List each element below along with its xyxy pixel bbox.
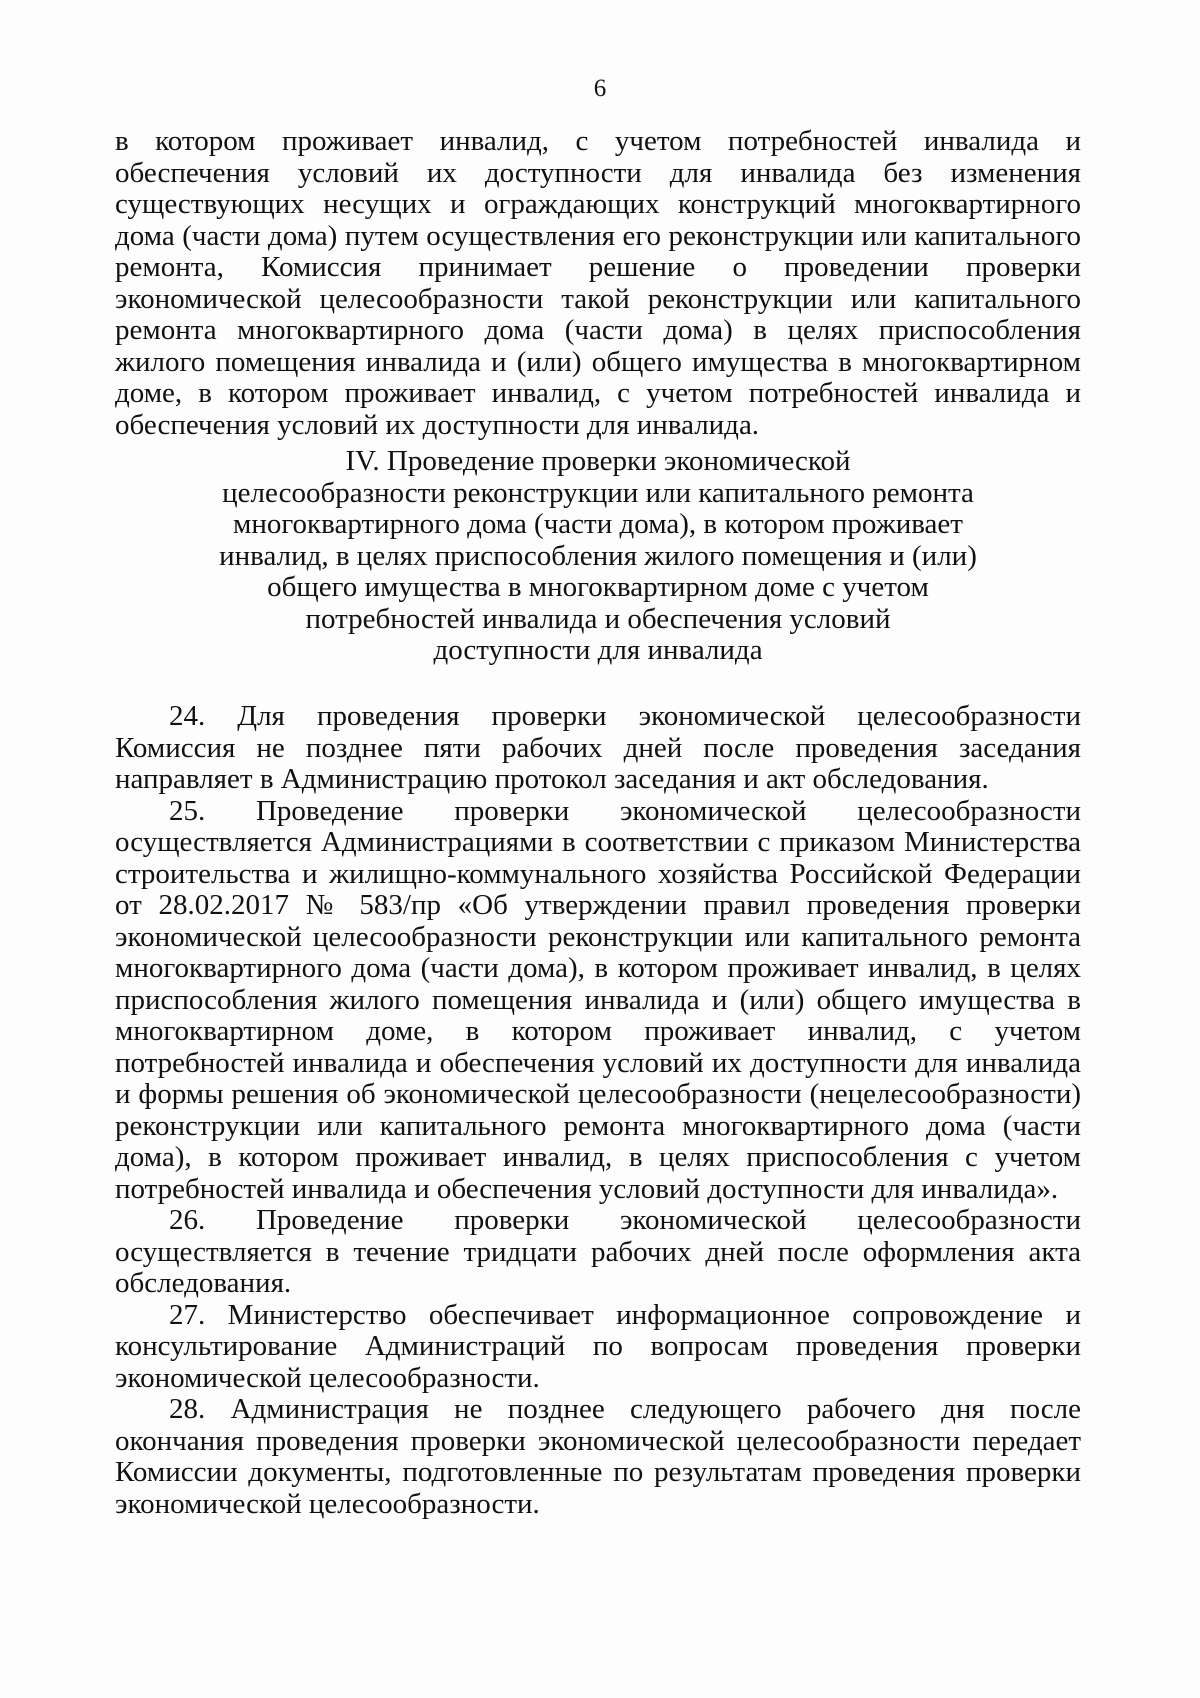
section-heading-line: доступности для инвалида [433, 634, 763, 666]
section-heading-line: потребностей инвалида и обеспечения условий [305, 602, 891, 635]
continuation-block [115, 126, 1081, 441]
paragraph-25: 25. Проведение проверки экономической целесообразности осуществляется Администрациями в соответствии с приказом Министерства строительства и жилищно-коммунального хозяйства Российской Федерации от 28.02.2017 № 583/пр «Об утверждении правил проведения проверки экономической целесообразности реконструкции или капитального ремонта многоквартирного дома (части дома), в котором проживает инвалид, в целях приспособления жилого помещения инвалида и (или) общего имущества в многоквартирном доме, в котором проживает инвалид, с учетом потребностей инвалида и обеспечения условий их доступности для инвалида и формы решения об экономической целесообразности (нецелесообразности) реконструкции или капитального ремонта многоквартирного дома (части дома), в котором проживает инвалид, в целях приспособления с учетом потребностей инвалида и обеспечения условий доступности для инвалида». [115, 794, 1081, 1205]
section-heading-line: многоквартирного дома (части дома), в котором проживает [233, 508, 963, 540]
section-heading-line: общего имущества в многоквартирном доме с учетом [267, 571, 929, 603]
paragraph-24: 24. Для проведения проверки экономической целесообразности Комиссия не позднее пяти рабочих дней после проведения заседания направляет в Администрацию протокол заседания и акт обследования. [115, 700, 1081, 795]
paragraph-27: 27. Министерство обеспечивает информационное сопровождение и консультирование Администраций по вопросам проведения проверки экономической целесообразности. [115, 1298, 1081, 1394]
paragraph-26: 26. Проведение проверки экономической целесообразности осуществляется в течение тридцати рабочих дней после оформления акта обследования. [115, 1204, 1081, 1299]
section-heading-line: IV. Проведение проверки экономической [345, 445, 851, 477]
numbered-paragraphs [115, 701, 1081, 1520]
section-heading-line: инвалид, в целях приспособления жилого помещения и (или) [219, 539, 977, 572]
paragraph-28: 28. Администрация не позднее следующего рабочего дня после окончания проведения проверки экономической целесообразности передает Комиссии документы, подготовленные по результатам проведения проверки экономической целесообразности. [115, 1393, 1081, 1520]
section-heading-line: целесообразности реконструкции или капитального ремонта [222, 476, 974, 509]
page-number: 6 [593, 75, 607, 102]
continuation-paragraph: в котором проживает инвалид, с учетом потребностей инвалида и обеспечения условий их доступности для инвалида без изменения существующих несущих и ограждающих конструкций многоквартирного дома (части дома) путем осуществления его реконструкции или капитального ремонта, Комиссия принимает решение о проведении проверки экономической целесообразности такой реконструкции или капитального ремонта многоквартирного дома (части дома) в целях приспособления жилого помещения инвалида и (или) общего имущества в многоквартирном доме, в котором проживает инвалид, с учетом потребностей инвалида и обеспечения условий их доступности для инвалида. [115, 125, 1081, 441]
section-heading [115, 446, 1081, 667]
